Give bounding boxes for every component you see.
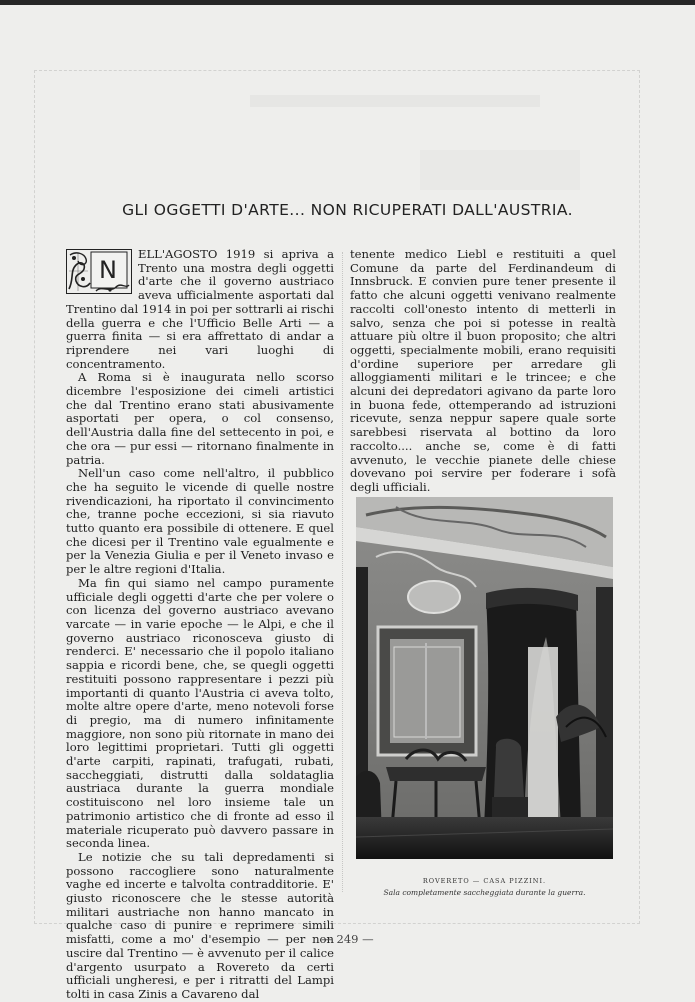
- photo-caption: [356, 876, 613, 898]
- column-divider: [342, 252, 343, 892]
- ornamental-dropcap: [66, 249, 132, 294]
- paragraph: Le notizie che su tali depredamenti si possono raccogliere sono naturalmente vaghe ed incerte e talvolta contradditorie. E' giusto riconoscere che le stesse autorità militari austriache non hanno mancato in qualche caso di punire e reprimere simili misfatti, come a mo' d'esempio — per non uscire dal Trentino — è avvenuto per il calice d'argento usurpato a Rovereto da certi ufficiali ungheresi, e per i ritratti del Lampi tolti in casa Zinis a Cavareno dal: [66, 849, 334, 1001]
- caption-text: Sala completamente saccheggiata durante la guerra.: [383, 888, 586, 897]
- paragraph: Nell'un caso come nell'altro, il pubblico che ha seguito le vicende di quelle nostre rivendicazioni, ha riportato il convincimento che, tranne poche eccezioni, si sia riavuto tutto quanto era possibile di ottenere. E quel che dicesi per il Trentino vale egualmente e per la Venezia Giulia e per il Veneto invaso e per le altre regioni d'Italia.: [66, 466, 334, 577]
- paragraph: [66, 248, 334, 371]
- paragraph: A Roma si è inaugurata nello scorso dicembre l'esposizione dei cimeli artistici che dal Trentino erano stati abusivamente asportati per opera, o col consenso, dell'Austria dalla fine del settecento in poi, e che ora — pur essi — ritornano finalmente in patria.: [66, 370, 334, 467]
- scan-top-edge: [0, 0, 695, 5]
- paragraph-text: ELL'AGOSTO 1919 si apriva a Trento una mostra degli oggetti d'arte che il governo austriaco aveva ufficialmente asportati dal Trentino dal 1914 in poi per sottrarli ai rischi della guerra e che l'Ufficio Belle Arti — a guerra finita — si era affrettato di andar a riprendere nei vari luoghi di concentramento.: [66, 247, 334, 371]
- page-number: — 249 —: [321, 932, 374, 946]
- text-column-left: [66, 248, 334, 1002]
- show-through-block: [420, 150, 580, 190]
- show-through-block: [250, 95, 540, 107]
- room-photograph: [356, 497, 613, 859]
- paragraph: Ma fin qui siamo nel campo puramente ufficiale degli oggetti d'arte che per volere o con licenza del governo austriaco avevano varcate — in varie epoche — le Alpi, e che il governo austriaco riconosceva giusto di renderci. E' necessario che il popolo italiano sappia e ricordi bene, che, se quegli oggetti restituiti possono rappresentare i pezzi più importanti di quanto l'Austria ci aveva tolto, molte altre opere d'arte, meno notevoli forse di pregio, ma di numero infinitamente maggiore, non sono più ritornate in mano dei loro legittimi proprietari. Tutti gli oggetti d'arte carpiti, rapinati, trafugati, rubati, saccheggiati, distrutti dalla soldataglia austriaca durante la guerra mondiale costituiscono nel loro insieme tale un patrimonio artistico che di fronte ad esso il materiale ricuperato può davvero passare in seconda linea.: [66, 575, 334, 851]
- text-column-right: [350, 248, 616, 508]
- paragraph: tenente medico Liebl e restituiti a quel Comune da parte del Ferdinandeum di Innsbruck. E convien pure tener presente il fatto che alcuni oggetti venivano realmente raccolti coll'onesto intento di metterli in salvo, senza che poi si potesse in realtà attuare più oltre il buon proposito; che altri oggetti, specialmente mobili, erano requisiti d'ordine superiore per arredare gli alloggiamenti militari e le trincee; e che alcuni dei depredatori agivano da parte loro in buona fede, ottemperando ad istruzioni ricevute, senza neppur sapere quale sorte sarebbesi riservata al bottino da loro raccolto.... anche se, come è di fatti avvenuto, le vecchie pianete delle chiese dovevano poi servire per foderare i sofà degli ufficiali.: [350, 247, 616, 494]
- article-title: GLI OGGETTI D'ARTE... NON RICUPERATI DALL'AUSTRIA.: [122, 201, 573, 219]
- dropcap-letter: N: [99, 256, 117, 284]
- caption-place: ROVERETO — CASA PIZZINI.: [422, 877, 547, 885]
- photo-room-image: [356, 497, 613, 859]
